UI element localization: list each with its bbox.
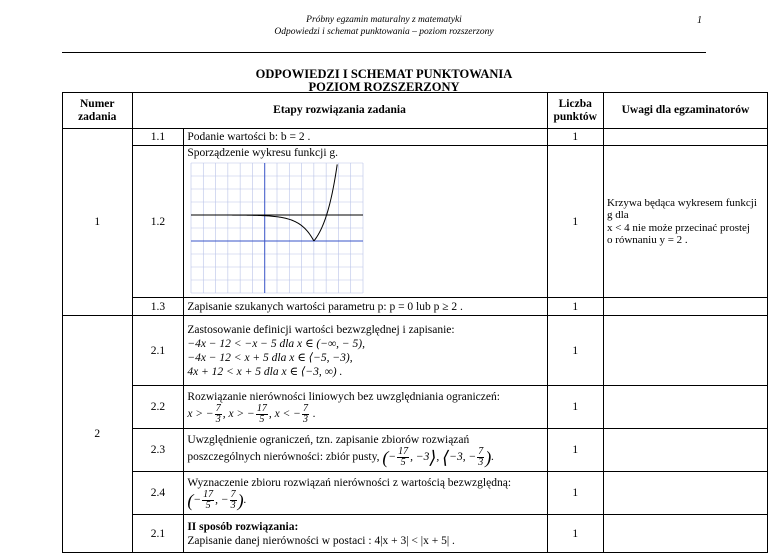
fraction: $\frac{17}{5}$: [203, 488, 214, 511]
step-points: 1: [547, 386, 603, 429]
fraction: $\frac{7}{3}$: [215, 402, 221, 425]
formula-line: poszczególnych nierówności: zbiór pusty, (− $\frac{17}{5}$ , −3⟩, ⟨−3, − $\frac{7}{3}$ ).: [187, 445, 495, 468]
step-points: 1: [547, 429, 603, 472]
col-points: Liczba punktów: [547, 93, 603, 129]
title-line-2: POZIOM ROZSZERZONY: [308, 79, 460, 94]
step-intro: Wyznaczenie zbioru rozwiązań nierówności z wartością bezwzględną:: [187, 476, 512, 489]
table-row: [63, 146, 768, 298]
step-id: 1.3: [132, 298, 184, 316]
step-intro: Rozwiązanie nierówności liniowych bez uwzględniania ograniczeń:: [187, 390, 500, 403]
step-text: [184, 472, 547, 515]
table-row: [63, 316, 768, 386]
col-remarks: Uwagi dla egzaminatorów: [603, 93, 767, 129]
function-graph: [187, 161, 367, 295]
formula-line: x > − $\frac{7}{3}$ , x > − $\frac{17}{5}$ , x < − $\frac{7}{3}$ .: [187, 402, 316, 425]
step-text: Podanie wartości b: b = 2 .: [184, 129, 547, 146]
step-id: 1.1: [132, 129, 184, 146]
header-divider: [62, 52, 706, 53]
step-text: [184, 429, 547, 472]
fraction: $\frac{17}{5}$: [256, 402, 267, 425]
table-row: [63, 429, 768, 472]
table-row: [63, 515, 768, 553]
step-points: 1: [547, 515, 603, 553]
document-title: [0, 68, 768, 93]
step-points: 1: [547, 472, 603, 515]
formula-line: Zapisanie danej nierówności w postaci : 4|x + 3| < |x + 5| .: [187, 534, 455, 547]
task-number-2: 2: [63, 316, 133, 553]
scoring-table: [62, 92, 768, 553]
graph-cell: [184, 146, 547, 298]
step-text: Sporządzenie wykresu funkcji g.: [187, 147, 339, 159]
step-id: 1.2: [132, 146, 184, 298]
formula-line: −4x − 12 < x + 5 dla x ∈ ⟨−5, −3),: [187, 351, 353, 364]
step-points: 1: [547, 146, 603, 298]
step-id: 2.1: [132, 316, 184, 386]
table-row: [63, 298, 768, 316]
formula-line: (− $\frac{17}{5}$ , − $\frac{7}{3}$ ).: [187, 488, 247, 511]
method-heading: II sposób rozwiązania:: [187, 520, 299, 533]
table-row: [63, 129, 768, 146]
step-points: 1: [547, 298, 603, 316]
remark-line: Krzywa będąca wykresem funkcji g dla: [606, 196, 757, 221]
page-number: 1: [697, 15, 702, 26]
fraction: $\frac{7}{3}$: [230, 488, 236, 511]
formula-line: −4x − 12 < −x − 5 dla x ∈ (−∞, − 5),: [187, 337, 366, 350]
step-text: [184, 386, 547, 429]
step-id: 2.2: [132, 386, 184, 429]
step-text: Zapisanie szukanych wartości parametru p: p = 0 lub p ≥ 2 .: [184, 298, 547, 316]
step-intro: Uwzględnienie ograniczeń, tzn. zapisanie zbiorów rozwiązań: [187, 433, 470, 446]
header-line-1: Próbny egzamin maturalny z matematyki: [306, 15, 462, 25]
fraction: $\frac{7}{3}$: [302, 402, 308, 425]
step-id: 2.4: [132, 472, 184, 515]
remark-line: o równaniu y = 2 .: [606, 234, 688, 246]
task-number-1: 1: [63, 129, 133, 316]
step-points: 1: [547, 129, 603, 146]
step-text: [184, 316, 547, 386]
title-line-1: ODPOWIEDZI I SCHEMAT PUNKTOWANIA: [255, 67, 513, 81]
header-line-2: Odpowiedzi i schemat punktowania – poziom rozszerzony: [274, 27, 494, 37]
step-points: 1: [547, 316, 603, 386]
col-stages: Etapy rozwiązania zadania: [132, 93, 547, 129]
col-number: Numer zadania: [63, 93, 133, 129]
remark-cell: [603, 146, 767, 298]
table-header-row: [63, 93, 768, 129]
remark-line: x < 4 nie może przecinać prostej: [606, 221, 750, 234]
table-row: [63, 472, 768, 515]
page-header: [0, 14, 768, 38]
table-row: [63, 386, 768, 429]
fraction: $\frac{17}{5}$: [398, 445, 409, 468]
step-text: [184, 515, 547, 553]
fraction: $\frac{7}{3}$: [478, 445, 484, 468]
step-intro: Zastosowanie definicji wartości bezwzględnej i zapisanie:: [187, 323, 455, 336]
step-id: 2.1: [132, 515, 184, 553]
step-id: 2.3: [132, 429, 184, 472]
formula-line: 4x + 12 < x + 5 dla x ∈ ⟨−3, ∞) .: [187, 365, 343, 378]
